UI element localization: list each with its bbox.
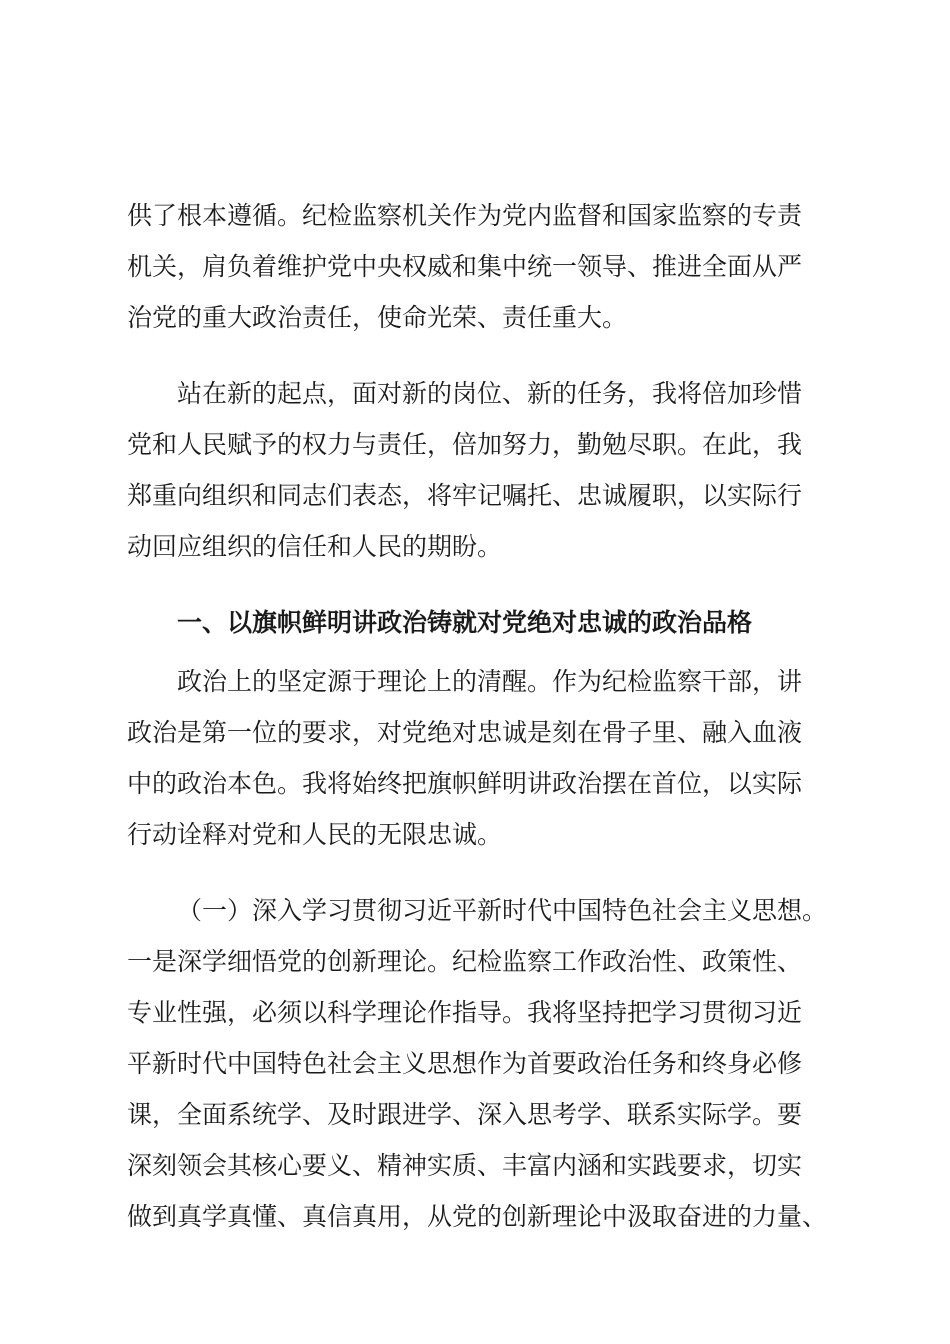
text-line: 供了根本遵循。纪检监察机关作为党内监督和国家监察的专责 [127, 201, 803, 230]
document-body [127, 190, 828, 1242]
text-line: 站在新的起点，面对新的岗位、新的任务，我将倍加珍惜 [177, 379, 803, 408]
text-line: 中的政治本色。我将始终把旗帜鲜明讲政治摆在首位，以实际 [127, 769, 803, 798]
text-line: 一是深学细悟党的创新理论。纪检监察工作政治性、政策性、 [127, 947, 803, 976]
text-line: 郑重向组织和同志们表态，将牢记嘱托、忠诚履职，以实际行 [127, 481, 803, 510]
text-line: 机关，肩负着维护党中央权威和集中统一领导、推进全面从严 [127, 252, 803, 281]
text-line: 做到真学真懂、真信真用，从党的创新理论中汲取奋进的力量、 [127, 1202, 828, 1231]
heading-text: 一、以旗帜鲜明讲政治铸就对党绝对忠诚的政治品格 [177, 608, 753, 637]
paragraph [127, 885, 828, 1242]
text-line: 动回应组织的信任和人民的期盼。 [127, 532, 503, 561]
text-line: 专业性强，必须以科学理论作指导。我将坚持把学习贯彻习近 [127, 998, 803, 1027]
text-line: 平新时代中国特色社会主义思想作为首要政治任务和终身必修 [127, 1049, 803, 1078]
text-line: 政治上的坚定源于理论上的清醒。作为纪检监察干部，讲 [177, 667, 803, 696]
paragraph-continuation [127, 190, 822, 343]
paragraph [127, 368, 822, 572]
paragraph [127, 656, 822, 860]
text-line: （一）深入学习贯彻习近平新时代中国特色社会主义思想。 [177, 896, 828, 925]
section-heading [127, 597, 822, 648]
text-line: 深刻领会其核心要义、精神实质、丰富内涵和实践要求，切实 [127, 1151, 803, 1180]
text-line: 行动诠释对党和人民的无限忠诚。 [127, 820, 503, 849]
text-line: 治党的重大政治责任，使命光荣、责任重大。 [127, 303, 628, 332]
text-line: 课，全面系统学、及时跟进学、深入思考学、联系实际学。要 [127, 1100, 803, 1129]
text-line: 政治是第一位的要求，对党绝对忠诚是刻在骨子里、融入血液 [127, 718, 803, 747]
text-line: 党和人民赋予的权力与责任，倍加努力，勤勉尽职。在此，我 [127, 430, 803, 459]
